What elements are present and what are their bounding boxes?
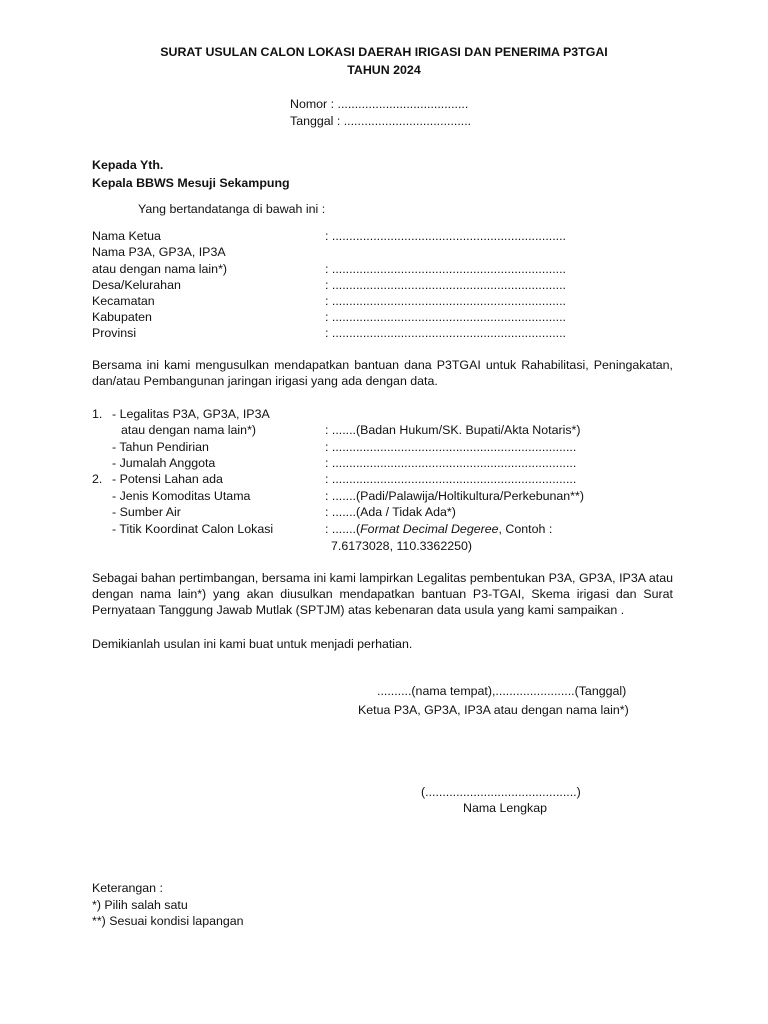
list-number-1: 1. xyxy=(92,407,103,421)
titik-suffix: , Contoh : xyxy=(498,522,553,536)
field-value-kabupaten: : .................................................................... xyxy=(325,310,566,324)
letter-number: Nomor : ...................................... xyxy=(290,97,469,111)
note-1: *) Pilih salah satu xyxy=(92,898,188,912)
list-value-komoditas: : .......(Padi/Palawija/Holtikultura/Perkebunan**) xyxy=(325,489,584,503)
list-label-tahun: - Tahun Pendirian xyxy=(112,440,209,454)
recipient-name: Kepala BBWS Mesuji Sekampung xyxy=(92,176,290,190)
recipient-salutation: Kepada Yth. xyxy=(92,158,164,172)
note-2: **) Sesuai kondisi lapangan xyxy=(92,914,244,928)
letter-title-line2: TAHUN 2024 xyxy=(347,63,421,77)
signature-name-label: Nama Lengkap xyxy=(463,801,548,815)
field-label-nama-ketua: Nama Ketua xyxy=(92,229,161,243)
signature-role: Ketua P3A, GP3A, IP3A atau dengan nama lain*) xyxy=(358,703,629,717)
intro-text: Yang bertandatanga di bawah ini : xyxy=(138,202,326,216)
list-label-legalitas-b: atau dengan nama lain*) xyxy=(121,423,257,437)
list-value-titik-example: 7.6173028, 110.3362250) xyxy=(331,539,473,553)
signature-place-date: ..........(nama tempat),.......................(Tanggal) xyxy=(377,684,627,698)
list-label-sumber-air: - Sumber Air xyxy=(112,505,181,519)
list-label-legalitas: - Legalitas P3A, GP3A, IP3A xyxy=(112,407,270,421)
list-label-potensi: - Potensi Lahan ada xyxy=(112,472,223,486)
field-label-desa: Desa/Kelurahan xyxy=(92,278,181,292)
field-value-nama-ketua: : .................................................................... xyxy=(325,229,566,243)
list-value-tahun: : ....................................................................... xyxy=(325,440,577,454)
list-value-sumber-air: : .......(Ada / Tidak Ada*) xyxy=(325,505,456,519)
field-value-desa: : .................................................................... xyxy=(325,278,566,292)
field-label-nama-lain: atau dengan nama lain*) xyxy=(92,262,228,276)
titik-prefix: : .......( xyxy=(325,522,361,536)
list-value-legalitas: : .......(Badan Hukum/SK. Bupati/Akta Notaris*) xyxy=(325,423,581,437)
field-value-provinsi: : .................................................................... xyxy=(325,326,566,340)
list-label-titik-koordinat: - Titik Koordinat Calon Lokasi xyxy=(112,522,274,536)
field-label-provinsi: Provinsi xyxy=(92,326,137,340)
field-label-kecamatan: Kecamatan xyxy=(92,294,155,308)
list-label-anggota: - Jumalah Anggota xyxy=(112,456,216,470)
consideration-paragraph: Sebagai bahan pertimbangan, bersama ini kami lampirkan Legalitas pembentukan P3A, GP3A, IP3A atau dengan nama lain*) yang akan diusulkan mendapatkan bantuan P3-TGAI, Skema irigasi dan Surat Pernyataan Tanggung Jawab Mutlak (SPTJM) atas kebenaran data usula yang kami sampaikan . xyxy=(92,571,673,617)
signature-name-blank: (............................................) xyxy=(421,785,581,799)
list-value-potensi: : ....................................................................... xyxy=(325,472,577,486)
notes-heading: Keterangan : xyxy=(92,881,163,895)
list-value-titik-koordinat xyxy=(325,521,552,537)
list-value-anggota: : ....................................................................... xyxy=(325,456,577,470)
letter-title-line1: SURAT USULAN CALON LOKASI DAERAH IRIGASI DAN PENERIMA P3TGAI xyxy=(160,45,608,59)
field-label-nama-p3a: Nama P3A, GP3A, IP3A xyxy=(92,245,226,259)
field-label-kabupaten: Kabupaten xyxy=(92,310,152,324)
list-label-komoditas: - Jenis Komoditas Utama xyxy=(112,489,251,503)
proposal-paragraph: Bersama ini kami mengusulkan mendapatkan bantuan dana P3TGAI untuk Rahabilitasi, Peningakatan, dan/atau Pembangunan jaringan irigasi yang ada dengan data. xyxy=(92,358,673,388)
letter-date: Tanggal : ..................................... xyxy=(290,114,472,128)
list-number-2: 2. xyxy=(92,472,103,486)
field-value-kecamatan: : .................................................................... xyxy=(325,294,566,308)
closing-text: Demikianlah usulan ini kami buat untuk menjadi perhatian. xyxy=(92,637,413,651)
titik-format: Format Decimal Degeree xyxy=(360,522,499,536)
field-value-nama-lain: : .................................................................... xyxy=(325,262,566,276)
